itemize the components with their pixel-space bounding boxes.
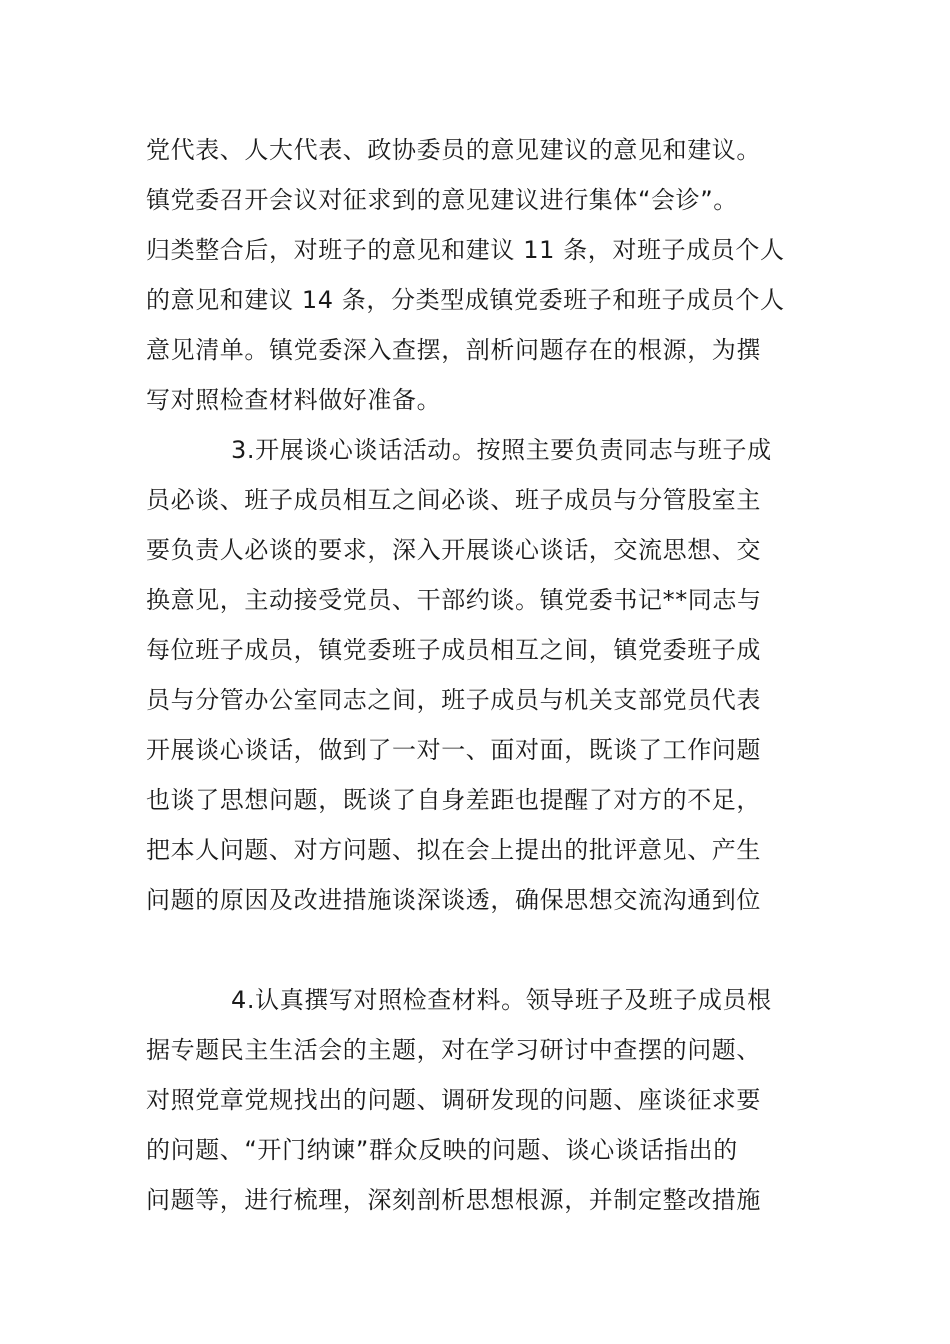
text-line: 党代表、人大代表、政协委员的意见建议的意见和建议。	[146, 136, 761, 164]
text-line: 归类整合后，对班子的意见和建议 11 条，对班子成员个人	[146, 236, 785, 264]
text-line: 员必谈、班子成员相互之间必谈、班子成员与分管股室主	[146, 486, 761, 514]
text-line: 开展谈心谈话，做到了一对一、面对面，既谈了工作问题	[146, 736, 761, 764]
text-line: 问题等，进行梳理，深刻剖析思想根源，并制定整改措施	[146, 1186, 761, 1214]
text-line: 据专题民主生活会的主题，对在学习研讨中查摆的问题、	[146, 1036, 761, 1064]
text-line: 对照党章党规找出的问题、调研发现的问题、座谈征求要	[146, 1086, 761, 1114]
text-line: 写对照检查材料做好准备。	[146, 386, 442, 414]
text-line: 的意见和建议 14 条，分类型成镇党委班子和班子成员个人	[146, 286, 785, 314]
paragraph-3-heading-line: 3.开展谈心谈话活动。按照主要负责同志与班子成	[231, 436, 772, 464]
text-line: 意见清单。镇党委深入查摆，剖析问题存在的根源，为撰	[146, 336, 761, 364]
text-line: 要负责人必谈的要求，深入开展谈心谈话，交流思想、交	[146, 536, 761, 564]
text-line: 员与分管办公室同志之间，班子成员与机关支部党员代表	[146, 686, 761, 714]
text-line: 换意见，主动接受党员、干部约谈。镇党委书记**同志与	[146, 586, 762, 614]
text-line: 把本人问题、对方问题、拟在会上提出的批评意见、产生	[146, 836, 761, 864]
text-line: 镇党委召开会议对征求到的意见建议进行集体“会诊”。	[146, 186, 738, 214]
text-line: 也谈了思想问题，既谈了自身差距也提醒了对方的不足，	[146, 786, 761, 814]
paragraph-4-heading-line: 4.认真撰写对照检查材料。领导班子及班子成员根	[231, 986, 772, 1014]
text-line: 问题的原因及改进措施谈深谈透，确保思想交流沟通到位	[146, 886, 761, 914]
text-line: 每位班子成员，镇党委班子成员相互之间，镇党委班子成	[146, 636, 761, 664]
text-line: 的问题、“开门纳谏”群众反映的问题、谈心谈话指出的	[146, 1136, 738, 1164]
